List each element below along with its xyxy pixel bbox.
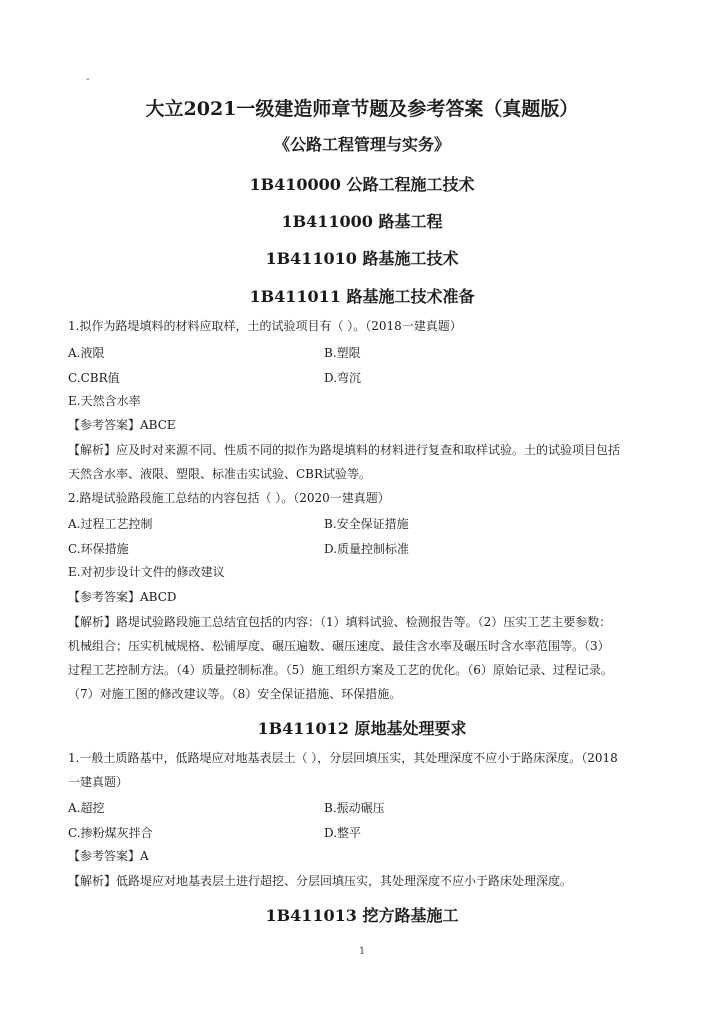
section-heading-1b411000: 1B411000 路基工程 xyxy=(281,212,443,231)
q2-analysis-line-4: （7）对施工图的修改建议等。（8）安全保证措施、环保措施。 xyxy=(68,687,402,701)
subject-title: 《公路工程管理与实务》 xyxy=(273,135,450,154)
q2-option-e: E.对初步设计文件的修改建议 xyxy=(68,565,225,579)
document-title: 大立2021一级建造师章节题及参考答案（真题版） xyxy=(145,98,579,120)
q3-option-d: D.整平 xyxy=(324,826,362,840)
q2-analysis-line-1: 【解析】路堤试验路段施工总结宜包括的内容：（1）填料试验、检测报告等。（2）压实工艺主要参数： xyxy=(68,615,612,629)
q3-option-a: A.超挖 xyxy=(68,801,105,815)
q1-stem: 1.拟作为路堤填料的材料应取样，土的试验项目有（ ）。（2018一建真题） xyxy=(68,319,462,333)
section-heading-1b411010: 1B411010 路基施工技术 xyxy=(265,249,459,268)
q3-analysis-line-1: 【解析】低路堤应对地基表层土进行超挖、分层回填压实，其处理深度不应小于路床处理深度。 xyxy=(68,874,573,888)
q2-analysis-line-3: 过程工艺控制方法。（4）质量控制标准。（5）施工组织方案及工艺的优化。（6）原始记录、过程记录。 xyxy=(68,663,613,677)
q2-option-a: A.过程工艺控制 xyxy=(68,517,153,531)
q3-answer: 【参考答案】A xyxy=(68,849,149,863)
q3-option-b: B.振动碾压 xyxy=(324,801,385,815)
q1-option-b: B.塑限 xyxy=(324,346,361,360)
q1-analysis-line-1: 【解析】应及时对来源不同、性质不同的拟作为路堤填料的材料进行复查和取样试验。土的试验项目包括 xyxy=(68,443,621,457)
q2-answer: 【参考答案】ABCD xyxy=(68,590,177,604)
q1-option-e: E.天然含水率 xyxy=(68,394,141,408)
q2-analysis-line-2: 机械组合；压实机械规格、松铺厚度、碾压遍数、碾压速度、最佳含水率及碾压时含水率范围等。（3） xyxy=(68,639,610,653)
page-mark: - xyxy=(86,72,90,85)
q1-option-a: A.液限 xyxy=(68,346,105,360)
q1-option-d: D.弯沉 xyxy=(324,371,362,385)
page-number: 1 xyxy=(358,946,366,957)
section-heading-1b411012: 1B411012 原地基处理要求 xyxy=(257,719,467,738)
q3-stem-line-2: 一建真题） xyxy=(68,775,129,789)
section-heading-1b410000: 1B410000 公路工程施工技术 xyxy=(249,175,475,194)
q2-option-b: B.安全保证措施 xyxy=(324,517,409,531)
q3-stem-line-1: 1.一般土质路基中，低路堤应对地基表层土（ ），分层回填压实，其处理深度不应小于路床深度。（2018 xyxy=(68,751,618,765)
q2-option-c: C.环保措施 xyxy=(68,542,129,556)
q1-answer: 【参考答案】ABCE xyxy=(68,418,176,432)
q1-option-c: C.CBR值 xyxy=(68,371,120,385)
q3-option-c: C.掺粉煤灰拌合 xyxy=(68,826,153,840)
q1-analysis-line-2: 天然含水率、液限、塑限、标准击实试验、CBR试验等。 xyxy=(68,467,372,481)
q2-option-d: D.质量控制标准 xyxy=(324,542,410,556)
q2-stem: 2.路堤试验路段施工总结的内容包括（ ）。（2020一建真题） xyxy=(68,491,390,505)
section-heading-1b411013: 1B411013 挖方路基施工 xyxy=(265,906,459,925)
section-heading-1b411011: 1B411011 路基施工技术准备 xyxy=(249,287,475,306)
